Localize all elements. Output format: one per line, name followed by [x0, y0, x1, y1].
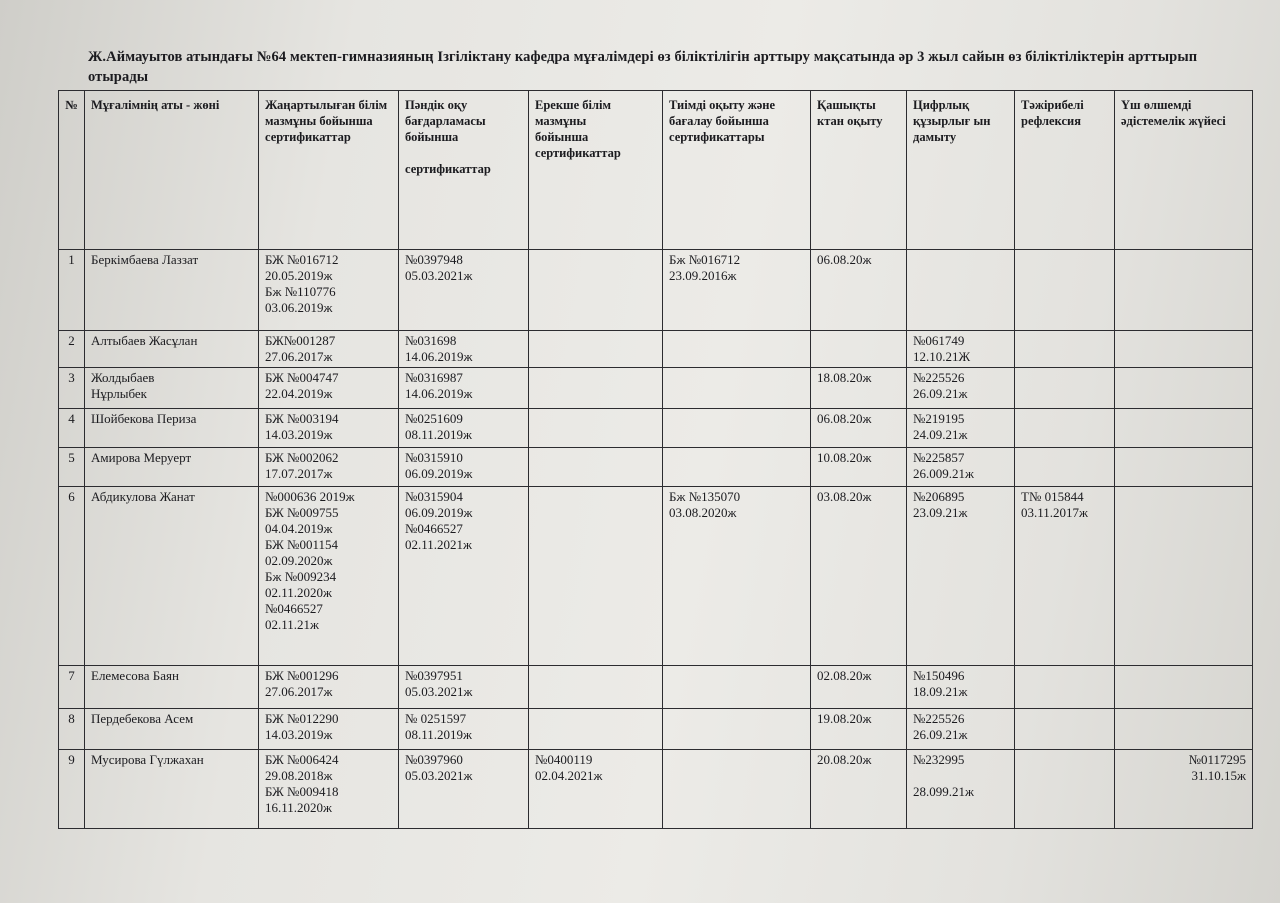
cell-digital-competence: №225526 26.09.21ж [907, 368, 1015, 409]
cell-updated-content: БЖ №003194 14.03.2019ж [259, 409, 399, 448]
cell-updated-content: БЖ №016712 20.05.2019ж Бж №110776 03.06.2019ж [259, 250, 399, 331]
cell-updated-content: БЖ №006424 29.08.2018ж БЖ №009418 16.11.2020ж [259, 750, 399, 829]
cell-number: 1 [59, 250, 85, 331]
certificates-table [58, 90, 1253, 829]
cell-subject-program: №0251609 08.11.2019ж [399, 409, 529, 448]
document-title: Ж.Аймауытов атындағы №64 мектеп-гимназияның Ізгіліктану кафедра мұғалімдері өз біліктілігін арттыру мақсатында әр 3 жыл сайын өз біліктіліктерін арттырып отырады [88, 49, 1198, 85]
cell-effective-teaching [663, 368, 811, 409]
cell-distance-learning: 19.08.20ж [811, 709, 907, 750]
cell-digital-competence: №219195 24.09.21ж [907, 409, 1015, 448]
header-digital-competence: Цифрлық құзырлығ ын дамыту [907, 91, 1015, 250]
cell-digital-competence: №232995 28.099.21ж [907, 750, 1015, 829]
cell-distance-learning: 10.08.20ж [811, 448, 907, 487]
cell-teacher-name: Пердебекова Асем [85, 709, 259, 750]
cell-reflection [1015, 709, 1115, 750]
cell-3d-method [1115, 409, 1253, 448]
cell-updated-content: №000636 2019ж БЖ №009755 04.04.2019ж БЖ №001154 02.09.2020ж Бж №009234 02.11.2020ж №0466527 02.11.21ж [259, 487, 399, 666]
cell-number: 4 [59, 409, 85, 448]
table-row [59, 709, 1253, 750]
table-row [59, 750, 1253, 829]
cell-reflection [1015, 750, 1115, 829]
cell-effective-teaching [663, 409, 811, 448]
cell-effective-teaching: Бж №135070 03.08.2020ж [663, 487, 811, 666]
table-row [59, 368, 1253, 409]
cell-distance-learning: 06.08.20ж [811, 409, 907, 448]
cell-number: 5 [59, 448, 85, 487]
cell-special-education: №0400119 02.04.2021ж [529, 750, 663, 829]
cell-effective-teaching [663, 709, 811, 750]
cell-reflection [1015, 331, 1115, 368]
cell-reflection [1015, 368, 1115, 409]
table-row [59, 448, 1253, 487]
header-subject-program: Пәндік оқу бағдарламасы бойынша сертификаттар [399, 91, 529, 250]
cell-number: 9 [59, 750, 85, 829]
cell-teacher-name: Елемесова Баян [85, 666, 259, 709]
table-row [59, 666, 1253, 709]
cell-digital-competence: №225857 26.009.21ж [907, 448, 1015, 487]
cell-number: 6 [59, 487, 85, 666]
cell-distance-learning: 06.08.20ж [811, 250, 907, 331]
header-reflection: Тәжірибелі рефлексия [1015, 91, 1115, 250]
cell-3d-method [1115, 666, 1253, 709]
header-row [59, 91, 1253, 250]
cell-number: 3 [59, 368, 85, 409]
cell-3d-method [1115, 448, 1253, 487]
cell-distance-learning: 18.08.20ж [811, 368, 907, 409]
cell-digital-competence [907, 250, 1015, 331]
cell-distance-learning [811, 331, 907, 368]
cell-teacher-name: Алтыбаев Жасұлан [85, 331, 259, 368]
cell-subject-program: №0397948 05.03.2021ж [399, 250, 529, 331]
cell-special-education [529, 666, 663, 709]
cell-reflection [1015, 666, 1115, 709]
header-special-education: Ерекше білім мазмұны бойынша сертификаттар [529, 91, 663, 250]
cell-teacher-name: Беркімбаева Лаззат [85, 250, 259, 331]
cell-updated-content: БЖ №002062 17.07.2017ж [259, 448, 399, 487]
cell-reflection [1015, 250, 1115, 331]
cell-number: 8 [59, 709, 85, 750]
cell-updated-content: БЖ№001287 27.06.2017ж [259, 331, 399, 368]
cell-digital-competence: №225526 26.09.21ж [907, 709, 1015, 750]
cell-effective-teaching [663, 666, 811, 709]
cell-effective-teaching: Бж №016712 23.09.2016ж [663, 250, 811, 331]
header-distance-learning: Қашықты ктан оқыту [811, 91, 907, 250]
header-teacher-name: Мұғалімнің аты - жөні [85, 91, 259, 250]
header-updated-content: Жаңартылыған білім мазмұны бойынша сертификаттар [259, 91, 399, 250]
header-3d-method: Үш өлшемді әдістемелік жүйесі [1115, 91, 1253, 250]
cell-effective-teaching [663, 448, 811, 487]
table-row [59, 409, 1253, 448]
table-row [59, 331, 1253, 368]
cell-3d-method: №0117295 31.10.15ж [1115, 750, 1253, 829]
cell-updated-content: БЖ №001296 27.06.2017ж [259, 666, 399, 709]
cell-reflection [1015, 409, 1115, 448]
cell-3d-method [1115, 250, 1253, 331]
cell-subject-program: № 0251597 08.11.2019ж [399, 709, 529, 750]
cell-number: 2 [59, 331, 85, 368]
cell-special-education [529, 331, 663, 368]
table-row [59, 487, 1253, 666]
cell-special-education [529, 709, 663, 750]
cell-special-education [529, 487, 663, 666]
cell-reflection: T№ 015844 03.11.2017ж [1015, 487, 1115, 666]
cell-teacher-name: Абдикулова Жанат [85, 487, 259, 666]
cell-subject-program: №0315910 06.09.2019ж [399, 448, 529, 487]
cell-number: 7 [59, 666, 85, 709]
cell-subject-program: №0316987 14.06.2019ж [399, 368, 529, 409]
cell-reflection [1015, 448, 1115, 487]
cell-subject-program: №0315904 06.09.2019ж №0466527 02.11.2021ж [399, 487, 529, 666]
cell-special-education [529, 368, 663, 409]
cell-effective-teaching [663, 331, 811, 368]
cell-teacher-name: Мусирова Гүлжахан [85, 750, 259, 829]
cell-distance-learning: 02.08.20ж [811, 666, 907, 709]
cell-updated-content: БЖ №004747 22.04.2019ж [259, 368, 399, 409]
cell-teacher-name: Амирова Меруерт [85, 448, 259, 487]
cell-3d-method [1115, 368, 1253, 409]
cell-digital-competence: №206895 23.09.21ж [907, 487, 1015, 666]
cell-3d-method [1115, 487, 1253, 666]
cell-special-education [529, 409, 663, 448]
cell-subject-program: №0397960 05.03.2021ж [399, 750, 529, 829]
header-effective-teaching: Тиімді оқыту және бағалау бойынша сертификаттары [663, 91, 811, 250]
cell-3d-method [1115, 709, 1253, 750]
cell-special-education [529, 448, 663, 487]
cell-updated-content: БЖ №012290 14.03.2019ж [259, 709, 399, 750]
cell-special-education [529, 250, 663, 331]
cell-subject-program: №0397951 05.03.2021ж [399, 666, 529, 709]
table-row [59, 250, 1253, 331]
cell-digital-competence: №150496 18.09.21ж [907, 666, 1015, 709]
cell-digital-competence: №061749 12.10.21Ж [907, 331, 1015, 368]
cell-teacher-name: Жолдыбаев Нұрлыбек [85, 368, 259, 409]
header-number: № [59, 91, 85, 250]
cell-distance-learning: 20.08.20ж [811, 750, 907, 829]
cell-distance-learning: 03.08.20ж [811, 487, 907, 666]
cell-3d-method [1115, 331, 1253, 368]
cell-effective-teaching [663, 750, 811, 829]
cell-teacher-name: Шойбекова Периза [85, 409, 259, 448]
cell-subject-program: №031698 14.06.2019ж [399, 331, 529, 368]
